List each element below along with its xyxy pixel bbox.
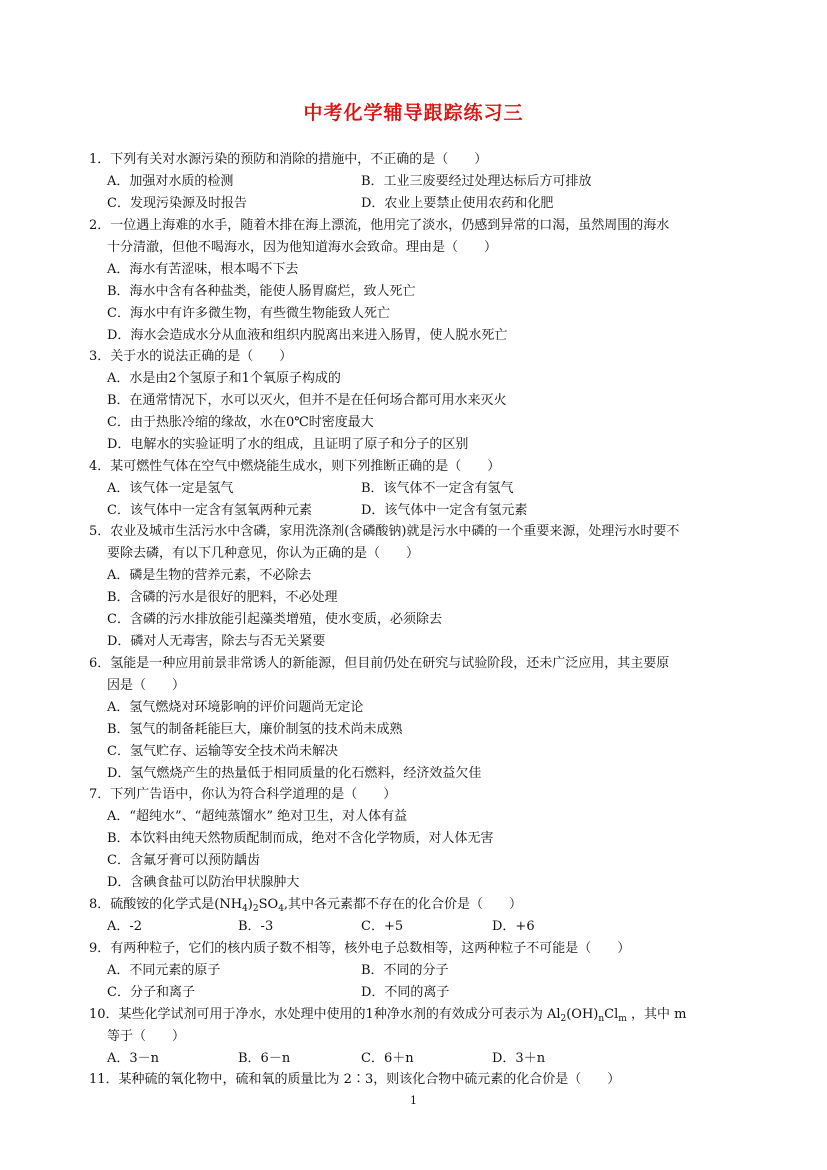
q5-option-d: D．磷对人无毒害，除去与否无关紧要	[107, 634, 326, 649]
q7-option-c: C．含氟牙膏可以预防龋齿	[107, 853, 260, 868]
q6-option-c: C．氢气贮存、运输等安全技术尚未解决	[107, 744, 338, 759]
q3-option-d: D．电解水的实验证明了水的组成，且证明了原子和分子的区别	[107, 437, 469, 452]
q5-option-b: B．含磷的污水是很好的肥料，不必处理	[107, 590, 338, 605]
q4-option-b: B．该气体不一定含有氢气	[361, 481, 514, 496]
q4-stem: 4．某可燃性气体在空气中燃烧能生成水，则下列推断正确的是（ ）	[89, 459, 501, 474]
q2-option-b: B．海水中含有各种盐类，能使人肠胃腐烂，致人死亡	[107, 284, 416, 299]
q6-option-d: D．氢气燃烧产生的热量低于相同质量的化石燃料，经济效益欠佳	[107, 766, 482, 781]
q8-option-a: A．-2	[107, 919, 143, 934]
q6-option-b: B．氢气的制备耗能巨大，廉价制氢的技术尚未成熟	[107, 722, 403, 737]
q9-option-c: C．分子和离子	[107, 985, 195, 1000]
q4-option-d: D．该气体中一定含有氢元素	[361, 503, 528, 518]
q11-stem: 11．某种硫的氧化物中，硫和氧的质量比为 2∶3，则该化合物中硫元素的化合价是（ ）	[89, 1072, 621, 1087]
q2-stem-line1: 2．一位遇上海难的水手，随着木排在海上漂流，他用完了淡水，仍感到异常的口渴，虽然周围的海水	[89, 218, 670, 233]
q5-stem-line1: 5．农业及城市生活污水中含磷，家用洗涤剂(含磷酸钠)就是污水中磷的一个重要来源，处理污水时要不	[89, 524, 680, 539]
q2-stem-line2: 十分清澈，但他不喝海水，因为他知道海水会致命。理由是（ ）	[107, 240, 498, 255]
page-title: 中考化学辅导跟踪练习三	[303, 102, 524, 124]
q1-option-c: C．发现污染源及时报告	[107, 196, 247, 211]
q7-option-d: D．含碘食盐可以防治甲状腺肿大	[107, 875, 300, 890]
q1-option-b: B．工业三废要经过处理达标后方可排放	[361, 174, 592, 189]
q10-option-d: D．3＋n	[492, 1051, 546, 1066]
q7-option-a: A．“超纯水”、“超纯蒸馏水” 绝对卫生，对人体有益	[107, 809, 408, 824]
q6-stem-line1: 6．氢能是一种应用前景非常诱人的新能源，但目前仍处在研究与试验阶段，还未广泛应用，其主要原	[89, 656, 670, 671]
q5-option-a: A．磷是生物的营养元素，不必除去	[107, 568, 312, 583]
q5-stem-line2: 要除去磷，有以下几种意见，你认为正确的是（ ）	[107, 546, 420, 561]
q1-option-d: D．农业上要禁止使用农药和化肥	[361, 196, 554, 211]
q7-stem: 7．下列广告语中，你认为符合科学道理的是（ ）	[89, 787, 397, 802]
q10-option-b: B．6－n	[238, 1051, 291, 1066]
page-number: 1	[410, 1094, 417, 1107]
q9-option-d: D．不同的离子	[361, 985, 450, 1000]
q6-stem-line2: 因是（ ）	[107, 678, 186, 693]
q6-option-a: A．氢气燃烧对环境影响的评价问题尚无定论	[107, 700, 364, 715]
q2-option-d: D．海水会造成水分从血液和组织内脱离出来进入肠胃，使人脱水死亡	[107, 328, 508, 343]
q2-option-c: C．海水中有许多微生物，有些微生物能致人死亡	[107, 306, 390, 321]
q8-option-d: D．+6	[492, 919, 535, 934]
q5-option-c: C．含磷的污水排放能引起藻类增殖，使水变质，必须除去	[107, 612, 442, 627]
q10-option-a: A．3－n	[107, 1051, 160, 1066]
q8-option-c: C．+5	[361, 919, 404, 934]
q10-option-c: C．6＋n	[361, 1051, 414, 1066]
q4-option-c: C．该气体中一定含有氢氧两种元素	[107, 503, 312, 518]
q2-option-a: A．海水有苦涩味，根本喝不下去	[107, 262, 299, 277]
q8-option-b: B．-3	[238, 919, 274, 934]
q8-stem: 8．硫酸铵的化学式是$(NH_4)_2SO_4$,其中各元素都不存在的化合价是（ ）	[89, 897, 523, 914]
q10-stem-line1: 10．某些化学试剂可用于净水，水处理中使用的1种净水剂的有效成分可表示为 $Al_2(OH)_nCl_m$ ，其中 m	[89, 1007, 687, 1024]
q3-stem: 3．关于水的说法正确的是（ ）	[89, 349, 293, 364]
q9-option-a: A．不同元素的原子	[107, 963, 221, 978]
q4-option-a: A．该气体一定是氢气	[107, 481, 234, 496]
q1-stem: 1．下列有关对水源污染的预防和消除的措施中，不正确的是（ ）	[89, 152, 488, 167]
q3-option-a: A．水是由2个氢原子和1个氧原子构成的	[107, 371, 341, 386]
q10-stem-line2: 等于（ ）	[107, 1029, 186, 1044]
q9-stem: 9．有两种粒子，它们的核内质子数不相等，核外电子总数相等，这两种粒子不可能是（ ）	[89, 941, 631, 956]
q3-option-b: B．在通常情况下，水可以灭火，但并不是在任何场合都可用水来灭火	[107, 393, 507, 408]
q1-option-a: A．加强对水质的检测	[107, 174, 234, 189]
q7-option-b: B．本饮料由纯天然物质配制而成，绝对不含化学物质，对人体无害	[107, 831, 494, 846]
q3-option-c: C．由于热胀冷缩的缘故，水在0℃时密度最大	[107, 415, 374, 430]
q9-option-b: B．不同的分子	[361, 963, 449, 978]
